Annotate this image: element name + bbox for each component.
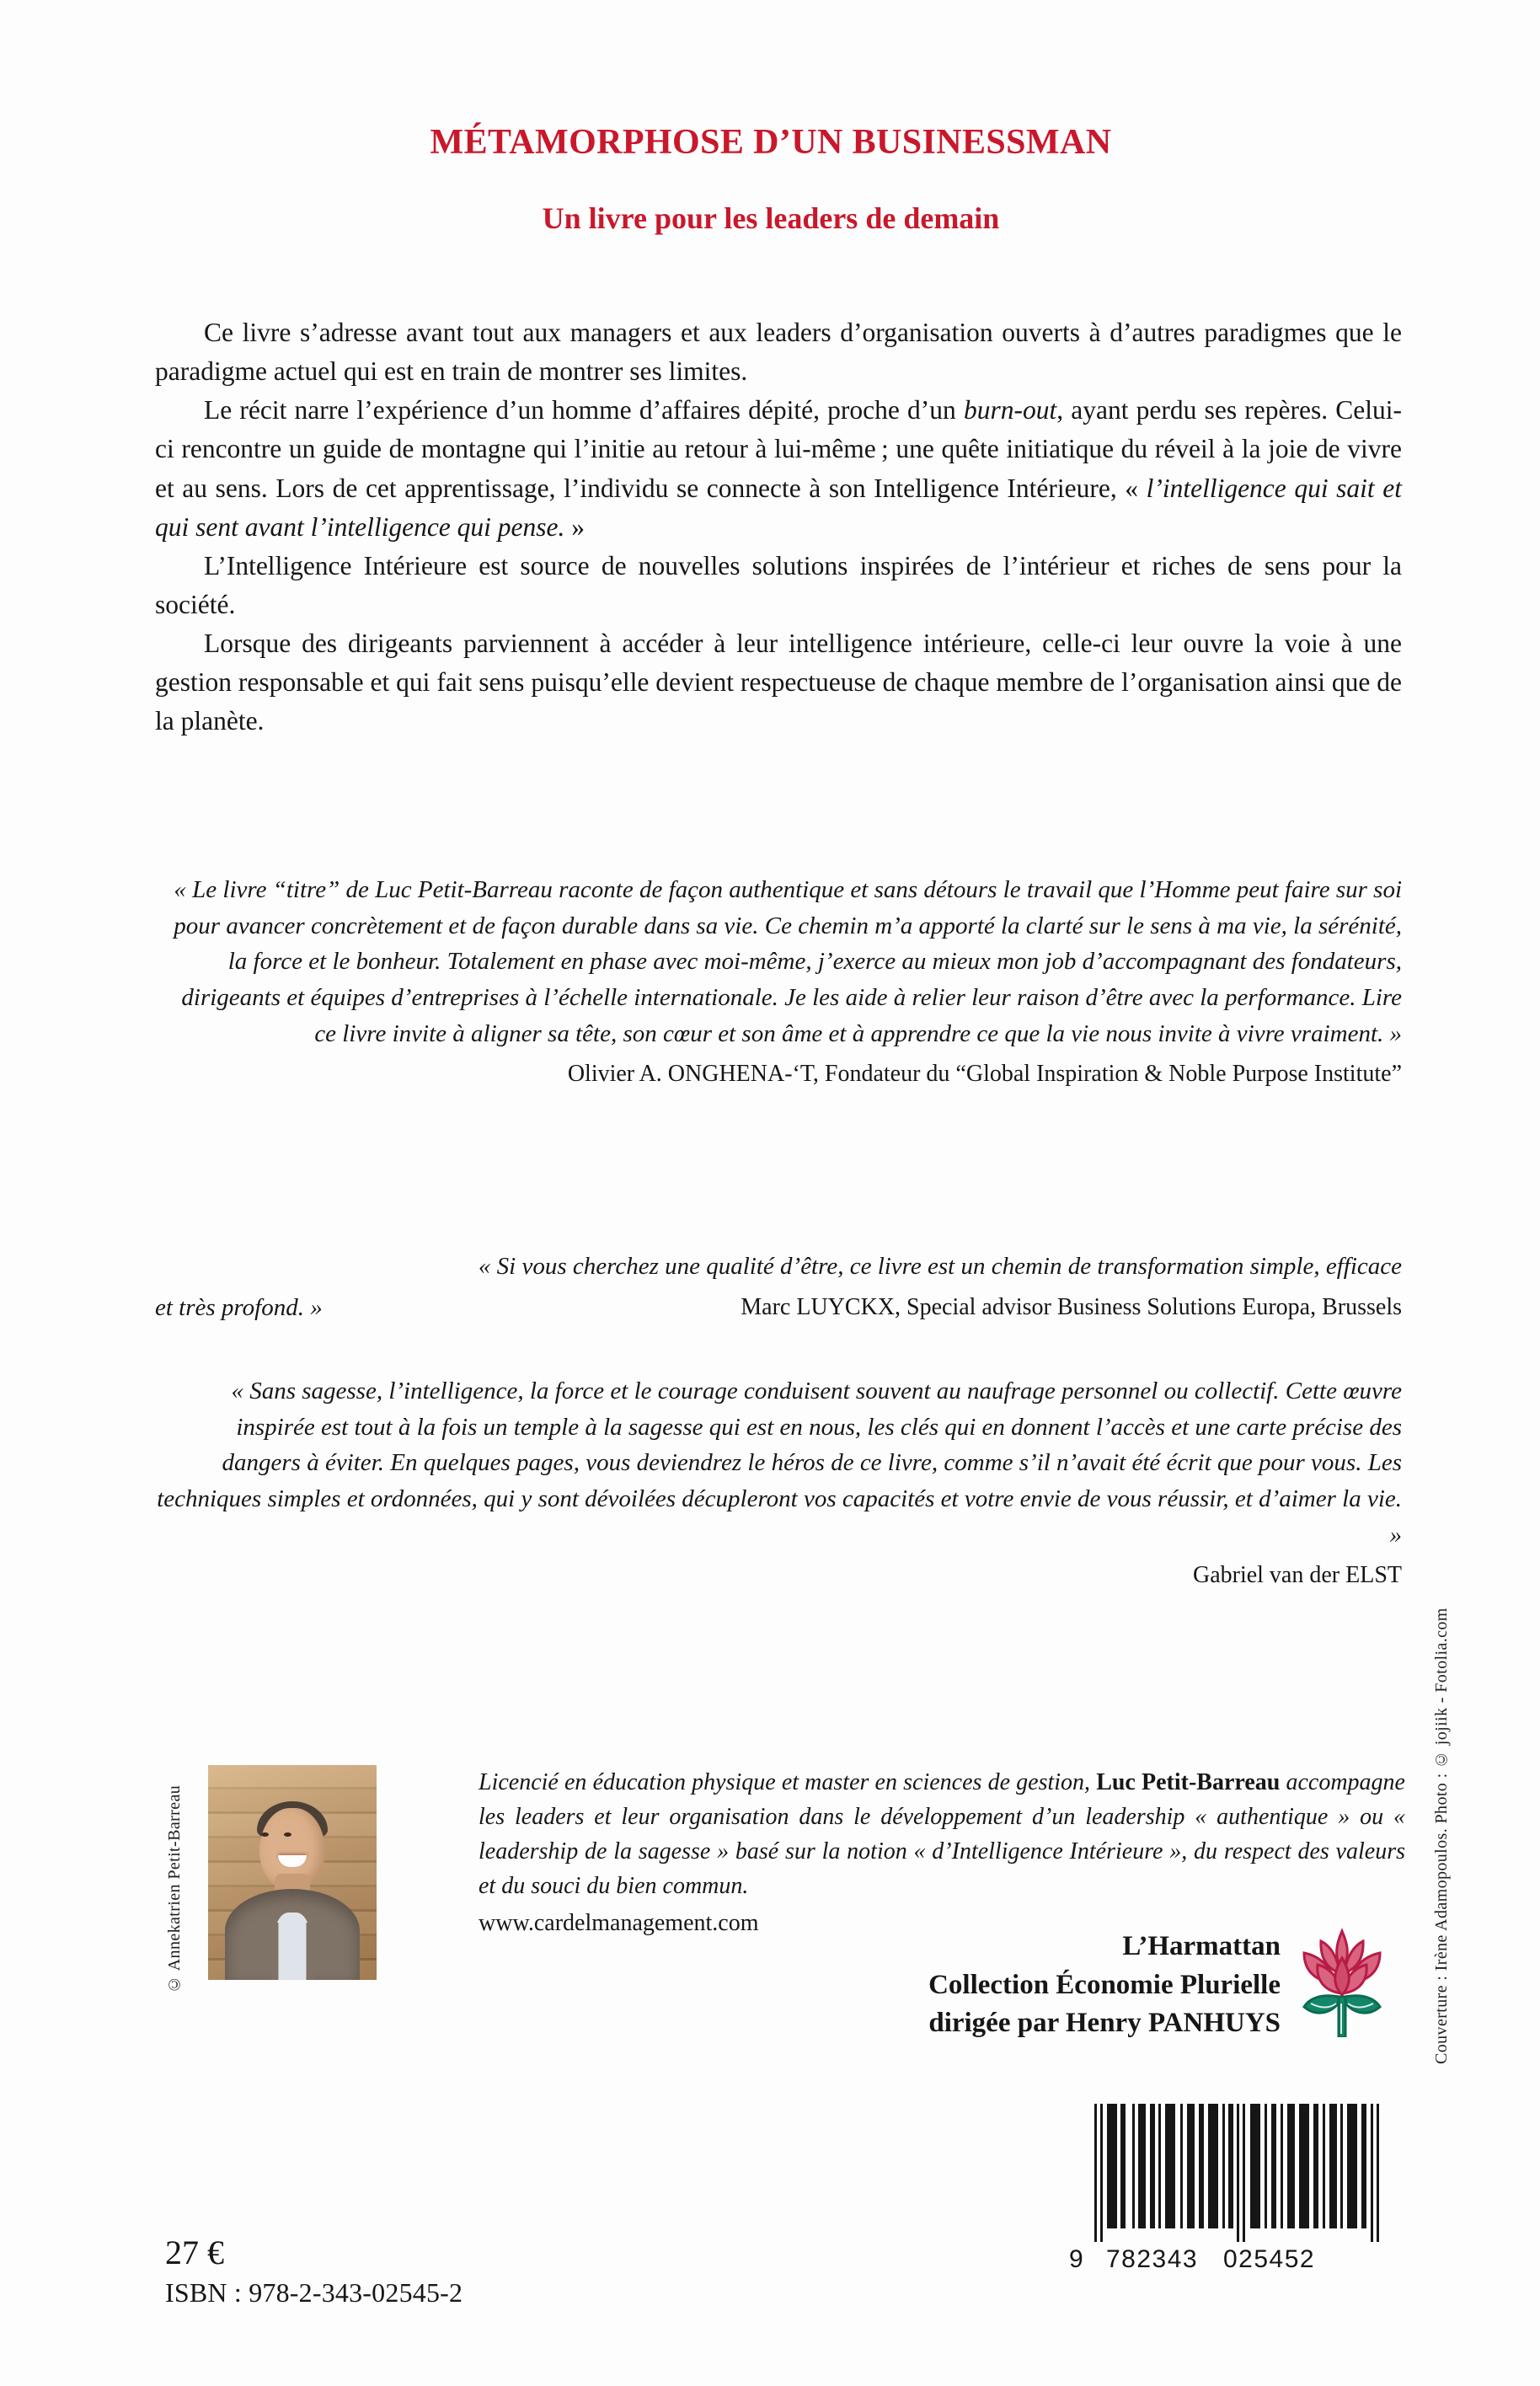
portrait-illustration [222,1807,363,1980]
cover-credit: Couverture : Irène Adamopoulos. Photo : © jojiik - Fotolia.com [1432,1608,1451,2064]
author-photo [208,1765,377,1980]
title-block [152,123,1390,236]
price: 27 € [165,2234,224,2271]
testimonial-2-quote-head: « Si vous cherchez une qualité d’être, ce livre est un chemin de transformation simple, efficace [478,1253,1402,1280]
publisher-name: L’Harmattan [1122,1931,1281,1961]
author-bio-part-a: Licencié en éducation physique et master en sciences de gestion, [479,1769,1097,1795]
author-name: Luc Petit-Barreau [1096,1769,1281,1795]
author-bio-part-b: accompagne les leaders et leur organisation dans le développement d’un leadership « authentique » ou « leadership de la sagesse » basé sur la notion « d’Intelligence Intérieure », du respect des valeurs et du souci du bien commun. [479,1769,1405,1900]
publisher-director: dirigée par Henry PANHUYS [928,2008,1281,2039]
portrait-eye-left [261,1832,269,1837]
blurb-p2-part-a: Le récit narre l’expérience d’un homme d’affaires dépité, proche d’un [204,395,964,425]
barcode-digits-left: 782343 [1106,2245,1199,2273]
blurb-paragraph-2 [155,391,1402,547]
barcode-digits [1069,2245,1390,2274]
blurb-p2-emphasis-burnout: burn-out [963,395,1057,425]
blurb-paragraph-4: Lorsque des dirigeants parviennent à accéder à leur intelligence intérieure, celle-ci leur ouvre la voie à une gestion responsable et qui fait sens puisqu’elle devient respectueuse de chaque membre de l’organisation ainsi que de la planète. [155,629,1402,736]
isbn: ISBN : 978-2-343-02545-2 [165,2277,463,2308]
testimonial-2-attribution: Marc LUYCKX, Special advisor Business Solutions Europa, Brussels [741,1293,1402,1320]
page-title: MÉTAMORPHOSE D’UN BUSINESSMAN [430,123,1112,162]
testimonial-2-quote-tail: et très profond. » [155,1293,323,1321]
testimonial-1-quote: « Le livre “titre” de Luc Petit-Barreau raconte de façon authentique et sans détours le travail que l’Homme peut faire sur soi pour avancer concrètement et de façon durable dans sa vie. Ce chemin m’a apporté la clarté sur le sens à ma vie, la sérénité, la force et le bonheur. Totalement en phase avec moi-même, j’exerce au mieux mon job d’accompagnant des fondateurs, dirigeants et équipes d’entreprises à l’échelle internationale. Je les aide à relier leur raison d’être avec la performance. Lire ce livre invite à aligner sa tête, son cœur et son âme et à apprendre ce que la vie nous invite à vivre vraiment. » [174,876,1402,1047]
blurb-body [155,313,1402,741]
portrait-jacket [225,1889,360,1980]
testimonial-1 [155,872,1402,1091]
blurb-paragraph-3: L’Intelligence Intérieure est source de nouvelles solutions inspirées de l’intérieur et riches de sens pour la société. [155,550,1402,619]
lotus-flower-icon [1287,1902,1397,2037]
blurb-p2-part-c: » [564,511,585,542]
author-website[interactable]: www.cardelmanagement.com [479,1909,759,1936]
publisher-block [741,1928,1281,2043]
testimonial-2 [155,1249,1402,1324]
barcode-digits-right: 025452 [1222,2245,1316,2273]
photo-credit: © Annekatrien Petit-Barreau [165,1784,184,1993]
page-subtitle: Un livre pour les leaders de demain [542,201,1000,236]
testimonial-3-attribution: Gabriel van der ELST [1192,1562,1402,1589]
blurb-p2-part-b: , ayant perdu ses repères. Celui-ci rencontre un guide de montagne qui l’initie au retour à lui-même ; une quête initiatique du réveil à la joie de vivre et au sens. Lors de cet apprentissage, l’individu se connecte à son Intelligence Intérieure, « [155,395,1402,503]
barcode-lead-digit: 9 [1069,2245,1085,2273]
author-bio [479,1765,1405,1940]
portrait-eye-right [284,1832,291,1837]
blurb-paragraph-1: Ce livre s’adresse avant tout aux managers et aux leaders d’organisation ouverts à d’autres paradigmes que le paradigme actuel qui est en train de montrer ses limites. [155,318,1402,387]
publisher-collection: Collection Économie Plurielle [928,1969,1281,2000]
testimonial-3-quote: « Sans sagesse, l’intelligence, la force et le courage conduisent souvent au naufrage personnel ou collectif. Cette œuvre inspirée est tout à la fois un temple à la sagesse qui est en nous, les clés qui en donnent l’accès et une carte précise des dangers à éviter. En quelques pages, vous deviendrez le héros de ce livre, comme s’il n’avait été écrit que pour vous. Les techniques simples et ordonnées, qui y sont dévoilées décupleront vos capacités et votre envie de vous réussir, et d’aimer la vie. » [157,1378,1402,1549]
testimonial-2-last-row [155,1290,1402,1324]
testimonial-1-attribution: Olivier A. ONGHENA-‘T, Fondateur du “Global Inspiration & Noble Purpose Institute” [567,1061,1402,1088]
blurb-p2-emphasis-quote: l’intelligence qui sait et qui sent avant l’intelligence qui pense. [155,473,1402,542]
testimonial-3 [155,1373,1402,1592]
barcode [1069,2104,1390,2273]
